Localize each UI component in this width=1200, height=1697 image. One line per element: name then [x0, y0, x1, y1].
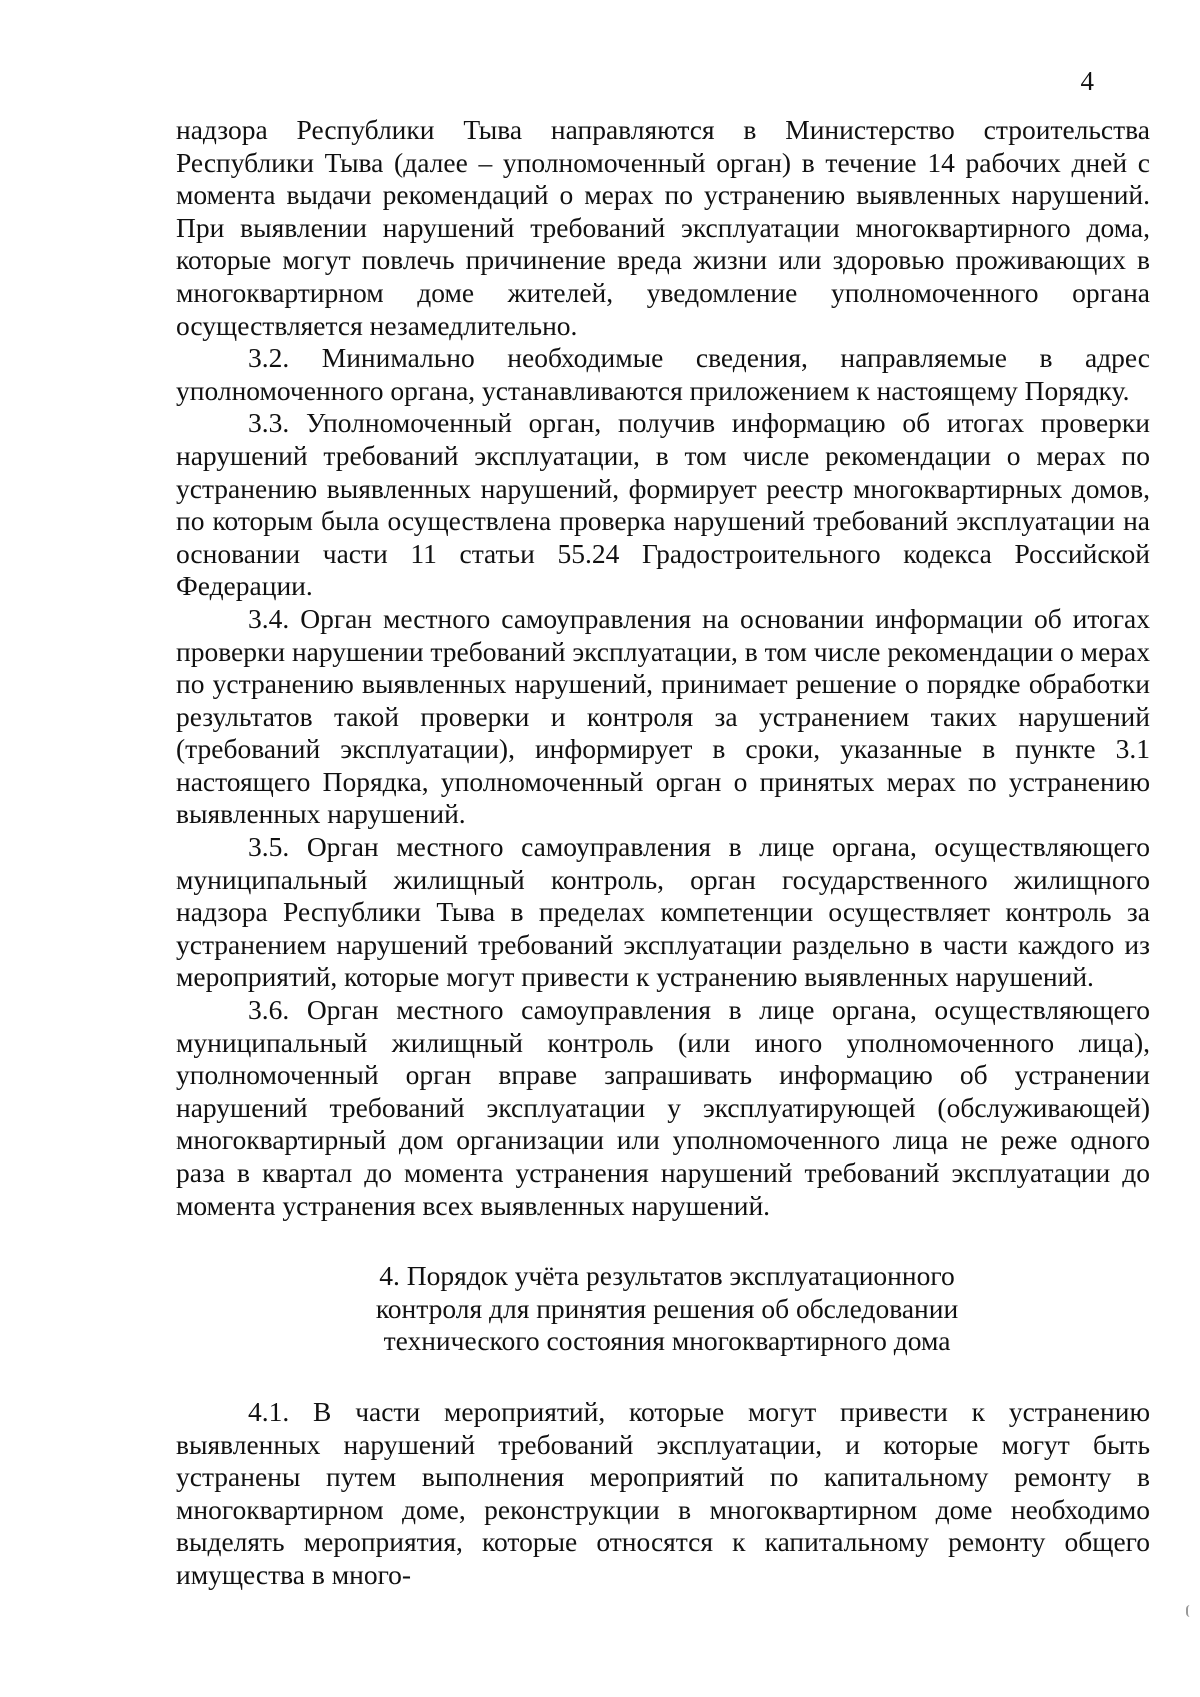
paragraph-3-5: 3.5. Орган местного самоуправления в лице органа, осуществляющего муниципальный жилищный контроль, орган государственного жилищного надзора Республики Тыва в пределах компетенции осуществляет контроль за устранением нарушений требований эксплуатации раздельно в части каждого из мероприятий, которые могут привести к устранению выявленных нарушений.	[176, 831, 1150, 993]
paragraph-continuation: надзора Республики Тыва направляются в Министерство строительства Республики Тыва (далее – уполномоченный орган) в течение 14 рабочих дней с момента выдачи рекомендаций о мерах по устранению выявленных нарушений. При выявлении нарушений требований эксплуатации многоквартирного дома, которые могут повлечь причинение вреда жизни или здоровью проживающих в многоквартирном доме жителей, уведомление уполномоченного органа осуществляется незамедлительно.	[176, 114, 1150, 341]
paragraph-3-2: 3.2. Минимально необходимые сведения, направляемые в адрес уполномоченного органа, устанавливаются приложением к настоящему Порядку.	[176, 342, 1150, 406]
paragraph-4-1: 4.1. В части мероприятий, которые могут привести к устранению выявленных нарушений требований эксплуатации, и которые могут быть устранены путем выполнения мероприятий по капитальному ремонту в многоквартирном доме, реконструкции в многоквартирном доме необходимо выделять мероприятия, которые относятся к капитальному ремонту общего имущества в много-	[176, 1395, 1150, 1590]
page-number: 4	[1080, 66, 1094, 96]
section-4-heading	[176, 1260, 1150, 1358]
section-heading-line: контроля для принятия решения об обследовании	[375, 1292, 959, 1324]
paragraph-3-3: 3.3. Уполномоченный орган, получив информацию об итогах проверки нарушений требований эксплуатации, в том числе рекомендации о мерах по устранению выявленных нарушений, формирует реестр многоквартирных домов, по которым была осуществлена проверка нарушений требований эксплуатации на основании части 11 статьи 55.24 Градостроительного кодекса Российской Федерации.	[176, 407, 1150, 602]
paragraph-3-4: 3.4. Орган местного самоуправления на основании информации об итогах проверки нарушении требований эксплуатации, в том числе рекомендации о мерах по устранению выявленных нарушений, принимает решение о порядке обработки результатов такой проверки и контроля за устранением таких нарушений (требований эксплуатации), информирует в сроки, указанные в пункте 3.1 настоящего Порядка, уполномоченный орган о принятых мерах по устранению выявленных нарушений.	[176, 602, 1150, 830]
section-heading-line: 4. Порядок учёта результатов эксплуатационного	[379, 1260, 955, 1292]
document-body	[176, 114, 1150, 1592]
scan-edge-mark	[1186, 1605, 1194, 1617]
paragraph-3-6: 3.6. Орган местного самоуправления в лице органа, осуществляющего муниципальный жилищный контроль (или иного уполномоченного лица), уполномоченный орган вправе запрашивать информацию об устранении нарушений требований эксплуатации у эксплуатирующей (обслуживающей) многоквартирный дом организации или уполномоченного лица не реже одного раза в квартал до момента устранения нарушений требований эксплуатации до момента устранения всех выявленных нарушений.	[176, 994, 1150, 1221]
section-heading-line: технического состояния многоквартирного дома	[383, 1325, 951, 1357]
